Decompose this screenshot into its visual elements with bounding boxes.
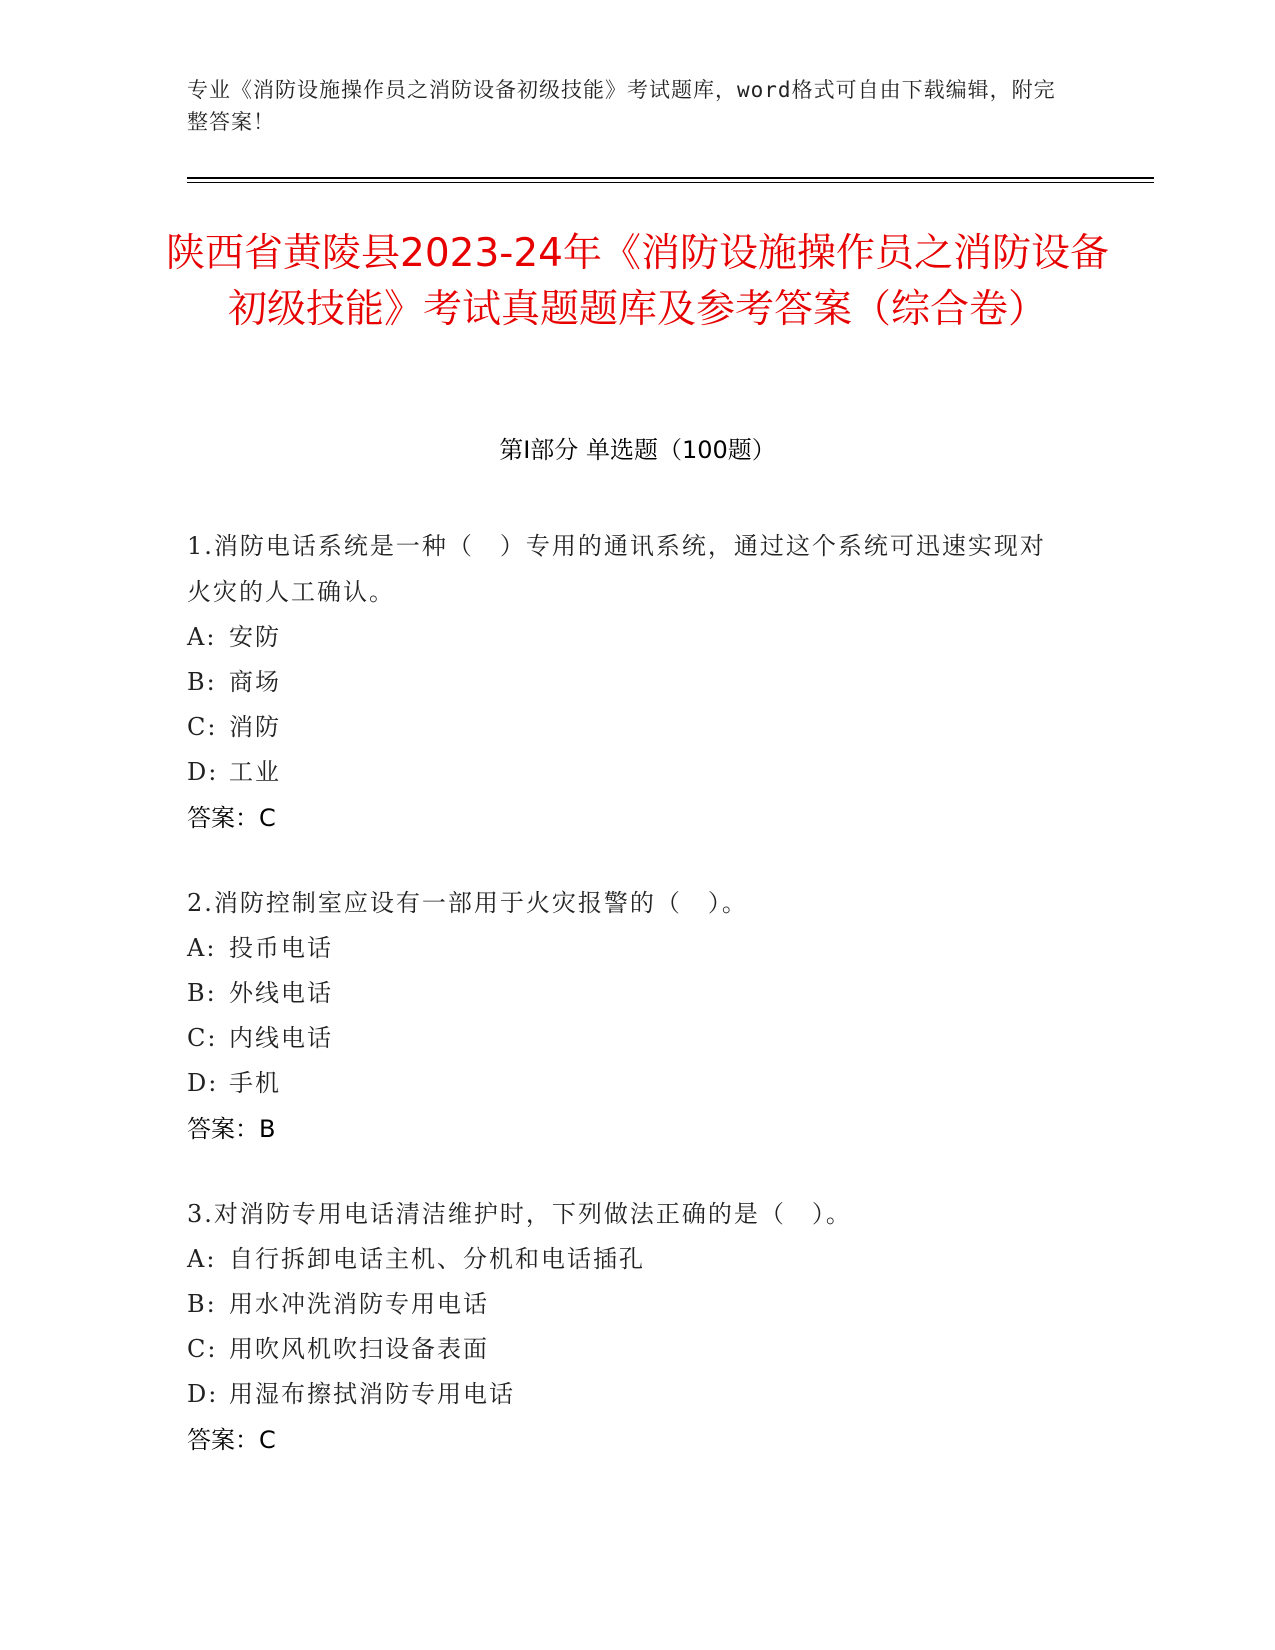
question-answer: 答案：C bbox=[187, 1426, 276, 1454]
option-c bbox=[187, 1016, 1067, 1061]
option-text: 外线电话 bbox=[229, 979, 333, 1007]
option-letter: C: bbox=[187, 713, 218, 741]
option-text: 工业 bbox=[229, 758, 281, 786]
header-divider-thin bbox=[187, 182, 1154, 183]
option-a bbox=[187, 615, 1067, 660]
option-text: 自行拆卸电话主机、分机和电话插孔 bbox=[229, 1245, 645, 1273]
option-text: 投币电话 bbox=[229, 934, 333, 962]
question-answer: 答案：C bbox=[187, 804, 276, 832]
option-letter: C: bbox=[187, 1335, 218, 1363]
option-text: 消防 bbox=[229, 713, 281, 741]
question-stem: 2.消防控制室应设有一部用于火灾报警的（ ）。 bbox=[187, 889, 748, 917]
section-title: 第I部分 单选题（100题） bbox=[499, 436, 776, 464]
option-letter: D: bbox=[187, 758, 219, 786]
option-c bbox=[187, 1327, 1067, 1372]
option-letter: B: bbox=[187, 668, 217, 696]
question-stem: 3.对消防专用电话清洁维护时，下列做法正确的是（ ）。 bbox=[187, 1200, 852, 1228]
option-text: 内线电话 bbox=[229, 1024, 333, 1052]
option-text: 用水冲洗消防专用电话 bbox=[229, 1290, 489, 1318]
option-b bbox=[187, 971, 1067, 1016]
option-text: 手机 bbox=[229, 1069, 281, 1097]
question-item bbox=[187, 523, 1067, 841]
option-letter: A: bbox=[187, 1245, 217, 1273]
option-d bbox=[187, 750, 1067, 795]
question-item bbox=[187, 880, 1067, 1152]
option-letter: D: bbox=[187, 1380, 219, 1408]
question-answer: 答案：B bbox=[187, 1115, 276, 1143]
question-item bbox=[187, 1191, 1067, 1463]
option-letter: A: bbox=[187, 934, 217, 962]
option-d bbox=[187, 1372, 1067, 1417]
option-b bbox=[187, 660, 1067, 705]
option-b bbox=[187, 1282, 1067, 1327]
option-letter: B: bbox=[187, 1290, 217, 1318]
header-note: 专业《消防设施操作员之消防设备初级技能》考试题库，word格式可自由下载编辑，附完整答案！ bbox=[187, 78, 1056, 134]
option-letter: A: bbox=[187, 623, 217, 651]
option-text: 商场 bbox=[229, 668, 281, 696]
option-letter: B: bbox=[187, 979, 217, 1007]
header-divider-thick bbox=[187, 177, 1154, 179]
option-text: 用吹风机吹扫设备表面 bbox=[229, 1335, 489, 1363]
option-c bbox=[187, 705, 1067, 750]
option-a bbox=[187, 1237, 1067, 1282]
option-text: 用湿布擦拭消防专用电话 bbox=[229, 1380, 515, 1408]
option-text: 安防 bbox=[229, 623, 281, 651]
question-stem: 1.消防电话系统是一种（ ）专用的通讯系统，通过这个系统可迅速实现对火灾的人工确认。 bbox=[187, 532, 1046, 606]
option-a bbox=[187, 926, 1067, 971]
option-letter: C: bbox=[187, 1024, 218, 1052]
option-d bbox=[187, 1061, 1067, 1106]
question-list bbox=[187, 523, 1067, 1502]
document-title: 陕西省黄陵县2023-24年《消防设施操作员之消防设备初级技能》考试真题题库及参考答案（综合卷） bbox=[166, 231, 1109, 332]
option-letter: D: bbox=[187, 1069, 219, 1097]
